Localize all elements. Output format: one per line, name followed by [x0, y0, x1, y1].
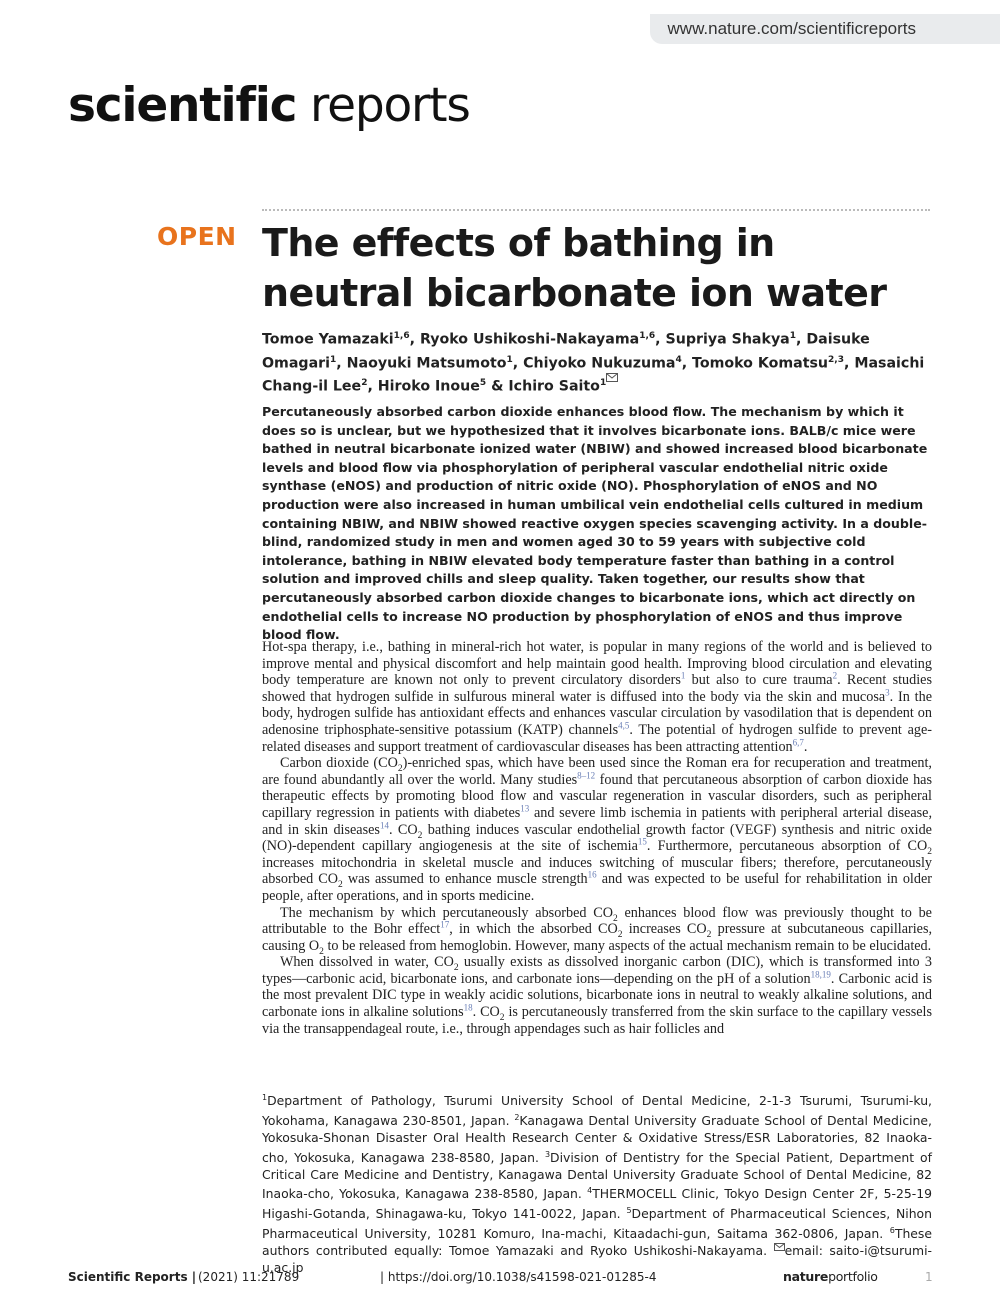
citation-link[interactable]: 3 [885, 687, 890, 698]
author-affiliation-ref: 1 [789, 331, 797, 341]
corresponding-email[interactable]: email: saito-i@tsurumi-u.ac.jp [262, 1243, 932, 1275]
footer-citation: (2021) 11:21789 [198, 1270, 300, 1284]
citation-link[interactable]: 2 [832, 670, 838, 681]
open-access-badge: OPEN [157, 222, 237, 251]
envelope-icon [774, 1243, 785, 1251]
page-footer [68, 1270, 938, 1290]
citation-link[interactable]: 18 [463, 1002, 473, 1013]
paragraph: When dissolved in water, $CO_2$ usually exists as dissolved inorganic carbon (DIC), which is transformed into 3 types—carbonic acid, bicarbonate ions, and carbonate ions—depending on the pH of a solution$^{18,19}$. Carbonic acid is the most prevalent DIC type in weakly acidic solutions, bicarbonate ions in neutral to weakly alkaline solutions, and carbonate ions in alkaline solutions$^{18}$. $CO_2$ is percutaneously transferred from the skin surface to the capillary vessels via the transappendageal route, i.e., through appendages such as hair follicles and [262, 954, 933, 1037]
journal-logo-bold: scientific [68, 78, 297, 133]
author-name[interactable]: Chiyoko Nukuzuma [523, 355, 676, 372]
paragraph: Carbon dioxide $(CO_2)$-enriched spas, which have been used since the Roman era for recuperation and treatment, are found abundantly all over the world. Many studies$^{8-12}$ found that percutaneous absorption of carbon dioxide has therapeutic effects by promoting blood flow and vascular regeneration in vascular disorders, such as peripheral capillary regression in patients with diabetes$^{13}$ and severe limb ischemia in patients with peripheral arterial disease, and in skin diseases$^{14}$. $CO_2$ bathing induces vascular endothelial growth factor (VEGF) synthesis and nitric oxide (NO)-dependent capillary angiogenesis at the site of ischemia$^{15}$. Furthermore, percutaneous absorption of $CO_2$ increases mitochondria in skeletal muscle and induces switching of muscular fibers; therefore, percutaneously absorbed $CO_2$ was assumed to enhance muscle strength$^{16}$ and was expected to be useful for rehabilitation in older people, after operations, and in sports medicine. [262, 755, 933, 904]
paragraph: The mechanism by which percutaneously absorbed $CO_2$ enhances blood flow was previously thought to be attributable to the Bohr effect$^{17}$, in which the absorbed $CO_2$ increases $CO_2$ pressure at subcutaneous capillaries, causing $O_2$ to be released from hemoglobin. However, many aspects of the actual mechanism remain to be elucidated. [262, 904, 933, 957]
author-affiliation-ref: 1 [506, 354, 513, 365]
author-affiliation-ref: 4 [675, 354, 682, 365]
author-affiliation-ref: 2,3 [828, 354, 844, 365]
author-name[interactable]: Daisuke Omagari [262, 331, 870, 372]
citation-link[interactable]: 15 [637, 836, 647, 847]
affiliations: $^1$Department of Pathology, Tsurumi University School of Dental Medicine, 2-1-3 Tsurumi, Tsurumi-ku, Yokohama, Kanagawa 230-8501, Japan. $^2$Kanagawa Dental University Graduate School of Dental Medicine, Yokosuka-Shonan Disaster Oral Health Research Center & Oxidative Stress/ESR Laboratories, 82 Inaoka-cho, Yokosuka, Kanagawa 238-8580, Japan. $^3$Division of Dentistry for the Special Patient, Department of Critical Care Medicine and Dentistry, Kanagawa Dental University Graduate School of Dental Medicine, 82 Inaoka-cho, Yokosuka, Kanagawa 238-8580, Japan. $^4$THERMOCELL Clinic, Tokyo Design Center 2F, 5-25-19 Higashi-Gotanda, Shinagawa-ku, Tokyo 141-0022, Japan. $^5$Department of Pharmaceutical Sciences, Nihon Pharmaceutical University, 10281 Komuro, Ina-machi, Kitaadachi-gun, Saitama 362-0806, Japan. $^6$These authors contributed equally: Tomoe Yamazaki and Ryoko Ushikoshi-Nakayama. email: saito-i@tsurumi-u.ac.jp [262, 1093, 932, 1275]
author-name[interactable]: Ichiro Saito [508, 379, 600, 396]
journal-logo-light: reports [310, 78, 470, 133]
author-affiliation-ref: 2 [361, 378, 368, 389]
journal-url[interactable]: www.nature.com/scientificreports [650, 14, 930, 44]
author-name[interactable]: Tomoko Komatsu [692, 355, 829, 372]
author-name[interactable]: Naoyuki Matsumoto [346, 355, 507, 372]
citation-link[interactable]: 4,5 [618, 720, 630, 731]
citation-link[interactable]: 16 [587, 869, 597, 880]
main-text [262, 639, 932, 1037]
envelope-icon[interactable] [606, 373, 618, 382]
author-affiliation-ref: 1 [599, 378, 607, 389]
article-title: The effects of bathing in neutral bicarbonate ion water [262, 221, 887, 315]
author-name[interactable]: Hiroko Inoue [377, 379, 480, 396]
publisher-logo: natureportfolio [783, 1269, 878, 1284]
footer-journal: Scientific Reports | [68, 1270, 197, 1284]
citation-link[interactable]: 8–12 [577, 770, 596, 781]
author-name[interactable]: Supriya Shakya [665, 331, 790, 348]
paragraph: Hot-spa therapy, i.e., bathing in mineral-rich hot water, is popular in many regions of the world and is believed to improve mental and physical discomfort and help maintain good health. Improving blood circulation and elevating body temperature are known not only to prevent circulatory disorders$^1$ but also to cure trauma$^2$. Recent studies showed that hydrogen sulfide in sulfurous mineral water is diffused into the body via the skin and mucosa$^3$. In the body, hydrogen sulfide has antioxidant effects and enhances vascular circulation by vasodilation that is dependent on adenosine triphosphate-sensitive potassium (KATP) channels$^{4,5}$. The potential of hydrogen sulfide to prevent age-related diseases and support treatment of cardiovascular diseases has been attracting attention$^{6,7}$. [262, 639, 932, 755]
author-name[interactable]: Ryoko Ushikoshi-Nakayama [419, 331, 640, 348]
citation-link[interactable]: 13 [520, 803, 530, 814]
page-number: 1 [925, 1270, 933, 1284]
citation-link[interactable]: 18,19 [810, 969, 831, 980]
author-affiliation-ref: 5 [479, 378, 487, 389]
author-name[interactable]: Masaichi Chang-il Lee [262, 355, 925, 396]
author-list: Tomoe Yamazaki$^{1,6}$, Ryoko Ushikoshi-Nakayama$^{1,6}$, Supriya Shakya$^1$, Daisuke Omagari$^1$, Naoyuki Matsumoto$^1$, Chiyoko Nukuzuma$^4$, Tomoko Komatsu$^{2,3}$, Masaichi Chang-il Lee$^2$, Hiroko Inoue$^5$ & Ichiro Saito$^1$ [262, 331, 925, 396]
author-affiliation-ref: 1,6 [639, 331, 656, 341]
author-name[interactable]: Tomoe Yamazaki [262, 331, 394, 348]
title-divider [262, 209, 930, 211]
author-affiliation-ref: 1 [330, 354, 337, 365]
citation-link[interactable]: 6,7 [792, 736, 804, 747]
citation-link[interactable]: 1 [680, 670, 686, 681]
citation-link[interactable]: 14 [379, 819, 389, 830]
abstract: Percutaneously absorbed carbon dioxide enhances blood flow. The mechanism by which it does so is unclear, but we hypothesized that it involves bicarbonate ions. BALB/c mice were bathed in neutral bicarbonate ionized water (NBIW) and showed increased blood bicarbonate levels and blood flow via phosphorylation of peripheral vascular endothelial nitric oxide synthase (eNOS) and production of nitric oxide (NO). Phosphorylation of eNOS and NO production were also increased in human umbilical vein endothelial cells cultured in medium containing NBIW, and NBIW showed reactive oxygen species scavenging activity. In a double-blind, randomized study in men and women aged 30 to 59 years with subjective cold intolerance, bathing in NBIW elevated body temperature faster than bathing in a control solution and improved chills and sleep quality. Taken together, our results show that percutaneously absorbed carbon dioxide changes to bicarbonate ions, which act directly on endothelial cells to increase NO production by phosphorylation of eNOS and thus improve blood flow. [262, 404, 928, 643]
author-affiliation-ref: 1,6 [393, 331, 410, 341]
footer-doi-link[interactable]: | https://doi.org/10.1038/s41598-021-01285-4 [380, 1270, 657, 1284]
citation-link[interactable]: 17 [440, 919, 450, 930]
journal-logo [68, 78, 470, 133]
